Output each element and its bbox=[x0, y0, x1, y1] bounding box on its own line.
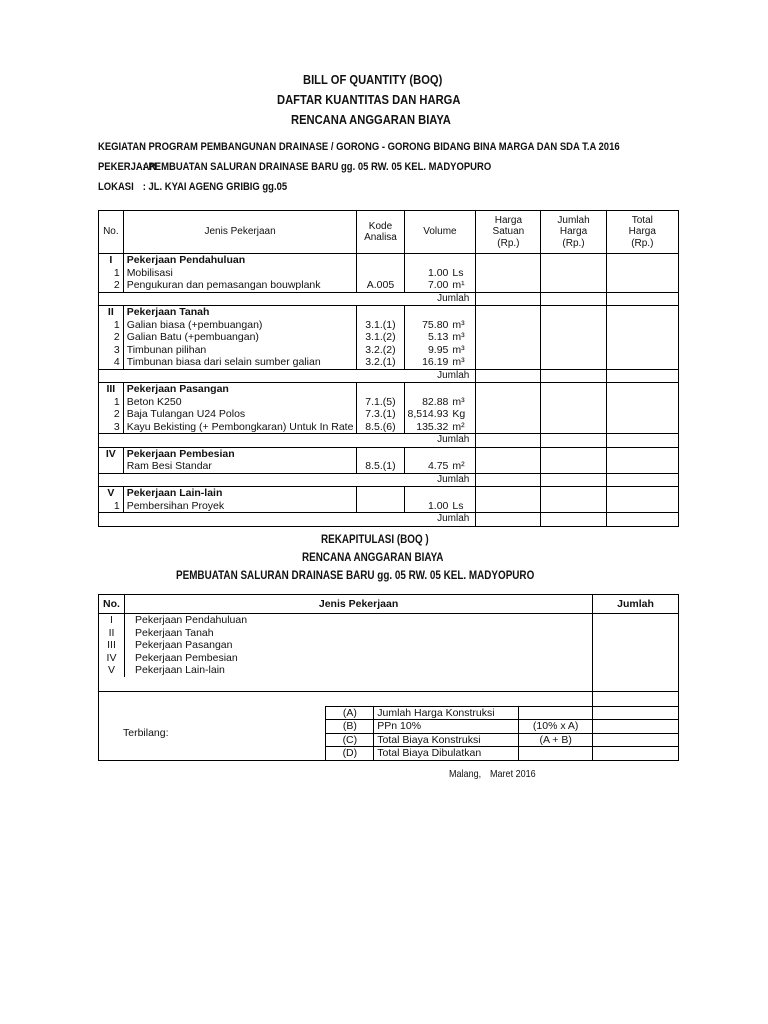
empty-cell bbox=[541, 434, 606, 448]
empty-cell bbox=[476, 306, 541, 319]
rekap-item-no: I bbox=[99, 614, 125, 627]
empty-cell bbox=[476, 460, 541, 473]
empty-cell bbox=[541, 319, 606, 332]
empty-cell bbox=[476, 396, 541, 409]
rekap-col-jenis: Jenis Pekerjaan bbox=[124, 595, 592, 614]
summary-formula bbox=[519, 747, 593, 761]
item-kode: 3.2.(2) bbox=[357, 344, 404, 357]
empty-cell bbox=[541, 513, 606, 527]
empty-cell bbox=[404, 383, 476, 396]
empty-cell bbox=[606, 267, 678, 280]
item-volume bbox=[404, 279, 476, 292]
empty-cell bbox=[357, 447, 404, 460]
empty-cell bbox=[476, 421, 541, 434]
empty-cell bbox=[593, 691, 679, 706]
item-volume bbox=[404, 408, 476, 421]
rekap-item-name: Pekerjaan Pembesian bbox=[124, 652, 592, 665]
empty-cell bbox=[476, 487, 541, 500]
empty-cell bbox=[541, 447, 606, 460]
empty-cell bbox=[606, 500, 678, 513]
jumlah-label: Jumlah bbox=[99, 473, 476, 487]
empty-cell bbox=[404, 306, 476, 319]
empty-cell bbox=[606, 447, 678, 460]
jumlah-row bbox=[99, 369, 679, 383]
item-volume bbox=[404, 460, 476, 473]
empty-cell bbox=[541, 292, 606, 306]
rekap-header-row bbox=[99, 595, 679, 614]
summary-label: Total Biaya Dibulatkan bbox=[374, 747, 519, 761]
empty-cell bbox=[606, 434, 678, 448]
empty-cell bbox=[606, 487, 678, 500]
empty-cell bbox=[541, 279, 606, 292]
boq-item-row bbox=[99, 460, 679, 473]
empty-cell bbox=[606, 279, 678, 292]
section-roman: I bbox=[99, 254, 124, 267]
empty-cell bbox=[593, 652, 679, 665]
empty-cell bbox=[606, 344, 678, 357]
boq-table bbox=[98, 210, 679, 527]
item-volume-unit: m³ bbox=[452, 318, 465, 331]
boq-item-row bbox=[99, 408, 679, 421]
info-kegiatan: KEGIATAN: PROGRAM PEMBANGUNAN DRAINASE / GORONG - GORONG BIDANG BINA MARGA DAN SDA T.A 2016 bbox=[98, 141, 620, 153]
item-volume-value: 7.00 bbox=[427, 279, 449, 291]
section-header-row bbox=[99, 447, 679, 460]
empty-cell bbox=[606, 306, 678, 319]
col-jenis: Jenis Pekerjaan bbox=[123, 211, 357, 254]
jumlah-label: Jumlah bbox=[99, 369, 476, 383]
col-no: No. bbox=[99, 211, 124, 254]
boq-item-row bbox=[99, 331, 679, 344]
empty-cell bbox=[593, 706, 679, 720]
empty-cell bbox=[476, 408, 541, 421]
empty-cell bbox=[541, 267, 606, 280]
empty-cell bbox=[99, 691, 593, 706]
item-kode: 7.3.(1) bbox=[357, 408, 404, 421]
empty-cell bbox=[593, 639, 679, 652]
item-name: Beton K250 bbox=[123, 396, 357, 409]
item-kode: 7.1.(5) bbox=[357, 396, 404, 409]
item-name: Pembersihan Proyek bbox=[123, 500, 357, 513]
empty-cell bbox=[541, 500, 606, 513]
empty-cell bbox=[606, 473, 678, 487]
empty-cell bbox=[541, 473, 606, 487]
empty-cell bbox=[357, 383, 404, 396]
boq-item-row bbox=[99, 396, 679, 409]
item-no: 2 bbox=[99, 331, 124, 344]
empty-cell bbox=[593, 747, 679, 761]
item-volume bbox=[404, 267, 476, 280]
item-kode: 3.2.(1) bbox=[357, 356, 404, 369]
empty-cell bbox=[404, 254, 476, 267]
empty-cell bbox=[541, 254, 606, 267]
item-no bbox=[99, 460, 124, 473]
item-name: Mobilisasi bbox=[123, 267, 357, 280]
item-volume bbox=[404, 356, 476, 369]
item-name: Galian biasa (+pembuangan) bbox=[123, 319, 357, 332]
item-volume-unit: m² bbox=[452, 460, 465, 472]
empty-cell bbox=[476, 319, 541, 332]
empty-cell bbox=[606, 383, 678, 396]
item-name: Ram Besi Standar bbox=[123, 460, 357, 473]
summary-formula bbox=[519, 706, 593, 720]
item-name: Galian Batu (+pembuangan) bbox=[123, 331, 357, 344]
summary-label: Total Biaya Konstruksi bbox=[374, 733, 519, 747]
boq-item-row bbox=[99, 279, 679, 292]
empty-cell bbox=[541, 408, 606, 421]
item-no: 1 bbox=[99, 267, 124, 280]
sign-date: Maret 2016 bbox=[490, 768, 536, 780]
empty-cell bbox=[476, 434, 541, 448]
empty-cell bbox=[476, 292, 541, 306]
item-kode: 3.1.(1) bbox=[357, 319, 404, 332]
empty-cell bbox=[606, 513, 678, 527]
empty-cell bbox=[606, 460, 678, 473]
boq-item-row bbox=[99, 500, 679, 513]
summary-formula: (10% x A) bbox=[519, 720, 593, 734]
item-volume bbox=[404, 396, 476, 409]
item-kode bbox=[357, 500, 404, 513]
item-volume-value: 5.13 bbox=[427, 331, 449, 343]
empty-cell bbox=[541, 369, 606, 383]
empty-cell bbox=[404, 447, 476, 460]
empty-cell bbox=[99, 677, 593, 692]
jumlah-label: Jumlah bbox=[99, 434, 476, 448]
summary-label: PPn 10% bbox=[374, 720, 519, 734]
rekap-item-name: Pekerjaan Pasangan bbox=[124, 639, 592, 652]
item-volume-unit: m³ bbox=[452, 395, 465, 408]
item-volume bbox=[404, 319, 476, 332]
rekap-subtitle-2: PEMBUATAN SALURAN DRAINASE BARU gg. 05 RW. 05 KEL. MADYOPURO bbox=[175, 570, 534, 582]
sign-place: Malang, bbox=[449, 768, 482, 780]
boq-item-row bbox=[99, 319, 679, 332]
section-header-row bbox=[99, 254, 679, 267]
summary-code: (B) bbox=[326, 720, 374, 734]
item-volume-unit: m³ bbox=[452, 343, 465, 356]
empty-cell bbox=[606, 331, 678, 344]
rekap-item-no: III bbox=[99, 639, 125, 652]
boq-item-row bbox=[99, 267, 679, 280]
item-no: 4 bbox=[99, 356, 124, 369]
empty-cell bbox=[476, 369, 541, 383]
item-volume-value: 8,514.93 bbox=[407, 408, 449, 420]
empty-cell bbox=[606, 421, 678, 434]
section-title: Pekerjaan Pendahuluan bbox=[123, 254, 357, 267]
section-title: Pekerjaan Lain-lain bbox=[123, 487, 357, 500]
section-roman: II bbox=[99, 306, 124, 319]
empty-cell bbox=[476, 279, 541, 292]
empty-cell bbox=[476, 331, 541, 344]
empty-cell bbox=[593, 677, 679, 692]
section-roman: IV bbox=[99, 447, 124, 460]
boq-header-row bbox=[99, 211, 679, 254]
empty-cell bbox=[541, 396, 606, 409]
empty-cell bbox=[541, 331, 606, 344]
empty-cell bbox=[541, 383, 606, 396]
item-kode: A.005 bbox=[357, 279, 404, 292]
info-pekerjaan: PEKERJAAN: PEMBUATAN SALURAN DRAINASE BARU gg. 05 RW. 05 KEL. MADYOPURO bbox=[98, 161, 492, 173]
summary-code: (A) bbox=[326, 706, 374, 720]
empty-cell bbox=[476, 383, 541, 396]
section-header-row bbox=[99, 487, 679, 500]
rekap-item-no: IV bbox=[99, 652, 125, 665]
summary-label: Jumlah Harga Konstruksi bbox=[374, 706, 519, 720]
empty-cell bbox=[476, 254, 541, 267]
item-no: 2 bbox=[99, 279, 124, 292]
rekap-col-jumlah: Jumlah bbox=[593, 595, 679, 614]
item-name: Pengukuran dan pemasangan bouwplank bbox=[123, 279, 357, 292]
item-volume-value: 9.95 bbox=[427, 343, 449, 356]
item-no: 1 bbox=[99, 396, 124, 409]
doc-title: BILL OF QUANTITY (BOQ) bbox=[302, 72, 443, 87]
section-header-row bbox=[99, 383, 679, 396]
empty-cell bbox=[593, 733, 679, 747]
item-volume-value: 4.75 bbox=[427, 460, 449, 472]
empty-cell bbox=[357, 487, 404, 500]
item-volume-value: 1.00 bbox=[427, 499, 449, 512]
section-roman: III bbox=[99, 383, 124, 396]
boq-item-row bbox=[99, 356, 679, 369]
col-total-harga: Total Harga (Rp.) bbox=[606, 211, 678, 254]
empty-cell bbox=[593, 627, 679, 640]
summary-code: (D) bbox=[326, 747, 374, 761]
boq-item-row bbox=[99, 344, 679, 357]
empty-cell bbox=[476, 267, 541, 280]
item-name: Timbunan biasa dari selain sumber galian bbox=[123, 356, 357, 369]
empty-cell bbox=[357, 254, 404, 267]
rekap-title: REKAPITULASI (BOQ ) bbox=[321, 534, 430, 546]
rekap-item-row bbox=[99, 627, 679, 640]
empty-cell bbox=[606, 369, 678, 383]
rekap-item-no: V bbox=[99, 664, 125, 677]
empty-cell bbox=[606, 408, 678, 421]
rekap-item-no: II bbox=[99, 627, 125, 640]
item-volume-unit: m³ bbox=[452, 331, 465, 343]
section-title: Pekerjaan Tanah bbox=[123, 306, 357, 319]
rekap-spacer-row bbox=[99, 691, 679, 706]
item-volume bbox=[404, 344, 476, 357]
rekap-col-no: No. bbox=[99, 595, 125, 614]
item-name: Kayu Bekisting (+ Pembongkaran) Untuk In Rate bbox=[123, 421, 357, 434]
section-title: Pekerjaan Pembesian bbox=[123, 447, 357, 460]
jumlah-row bbox=[99, 513, 679, 527]
summary-row bbox=[99, 706, 679, 720]
empty-cell bbox=[476, 447, 541, 460]
empty-cell bbox=[606, 396, 678, 409]
item-volume-value: 75.80 bbox=[422, 318, 449, 331]
col-jumlah-harga: Jumlah Harga (Rp.) bbox=[541, 211, 606, 254]
empty-cell bbox=[606, 319, 678, 332]
rekap-item-row bbox=[99, 664, 679, 677]
item-no: 3 bbox=[99, 421, 124, 434]
section-title: Pekerjaan Pasangan bbox=[123, 383, 357, 396]
empty-cell bbox=[357, 306, 404, 319]
terbilang-label: Terbilang: bbox=[99, 706, 326, 760]
doc-subtitle-2: RENCANA ANGGARAN BIAYA bbox=[291, 112, 451, 127]
empty-cell bbox=[476, 500, 541, 513]
item-volume bbox=[404, 331, 476, 344]
col-kode: Kode Analisa bbox=[357, 211, 404, 254]
item-volume-unit: Kg bbox=[452, 408, 466, 420]
boq-item-row bbox=[99, 421, 679, 434]
doc-subtitle: DAFTAR KUANTITAS DAN HARGA bbox=[277, 92, 461, 107]
item-no: 1 bbox=[99, 500, 124, 513]
item-name: Baja Tulangan U24 Polos bbox=[123, 408, 357, 421]
section-header-row bbox=[99, 306, 679, 319]
rekap-item-name: Pekerjaan Tanah bbox=[124, 627, 592, 640]
item-volume-value: 1.00 bbox=[427, 266, 449, 279]
empty-cell bbox=[541, 487, 606, 500]
item-kode: 8.5.(1) bbox=[357, 460, 404, 473]
empty-cell bbox=[606, 292, 678, 306]
item-no: 1 bbox=[99, 319, 124, 332]
rekap-item-name: Pekerjaan Pendahuluan bbox=[124, 614, 592, 627]
rekap-table bbox=[98, 594, 679, 761]
item-volume-value: 82.88 bbox=[422, 395, 449, 408]
empty-cell bbox=[541, 460, 606, 473]
section-roman: V bbox=[99, 487, 124, 500]
empty-cell bbox=[606, 356, 678, 369]
rekap-item-row bbox=[99, 652, 679, 665]
empty-cell bbox=[593, 720, 679, 734]
empty-cell bbox=[541, 356, 606, 369]
item-volume bbox=[404, 421, 476, 434]
item-volume-unit: m³ bbox=[452, 356, 465, 368]
rekap-item-name: Pekerjaan Lain-lain bbox=[124, 664, 592, 677]
summary-code: (C) bbox=[326, 733, 374, 747]
empty-cell bbox=[606, 254, 678, 267]
empty-cell bbox=[541, 306, 606, 319]
rekap-item-row bbox=[99, 639, 679, 652]
item-kode: 8.5.(6) bbox=[357, 421, 404, 434]
item-no: 2 bbox=[99, 408, 124, 421]
rekap-item-row bbox=[99, 614, 679, 627]
empty-cell bbox=[541, 421, 606, 434]
jumlah-row bbox=[99, 434, 679, 448]
col-harga-satuan: Harga Satuan (Rp.) bbox=[476, 211, 541, 254]
summary-formula: (A + B) bbox=[519, 733, 593, 747]
empty-cell bbox=[593, 664, 679, 677]
empty-cell bbox=[476, 513, 541, 527]
empty-cell bbox=[404, 487, 476, 500]
item-volume-unit: m² bbox=[452, 420, 465, 433]
info-lokasi: LOKASI : JL. KYAI AGENG GRIBIG gg.05 bbox=[98, 181, 288, 193]
empty-cell bbox=[476, 356, 541, 369]
jumlah-row bbox=[99, 473, 679, 487]
col-volume: Volume bbox=[404, 211, 476, 254]
item-volume bbox=[404, 500, 476, 513]
empty-cell bbox=[593, 614, 679, 627]
item-name: Timbunan pilihan bbox=[123, 344, 357, 357]
rekap-spacer-row bbox=[99, 677, 679, 692]
item-volume-unit: Ls bbox=[452, 266, 464, 279]
item-no: 3 bbox=[99, 344, 124, 357]
item-volume-value: 16.19 bbox=[422, 356, 449, 368]
item-volume-value: 135.32 bbox=[416, 420, 449, 433]
rekap-subtitle: RENCANA ANGGARAN BIAYA bbox=[301, 552, 444, 564]
item-volume-unit: Ls bbox=[452, 499, 464, 512]
empty-cell bbox=[476, 344, 541, 357]
jumlah-row bbox=[99, 292, 679, 306]
empty-cell bbox=[541, 344, 606, 357]
item-volume-unit: m¹ bbox=[452, 279, 465, 291]
jumlah-label: Jumlah bbox=[99, 292, 476, 306]
item-kode bbox=[357, 267, 404, 280]
jumlah-label: Jumlah bbox=[99, 513, 476, 527]
empty-cell bbox=[476, 473, 541, 487]
item-kode: 3.1.(2) bbox=[357, 331, 404, 344]
